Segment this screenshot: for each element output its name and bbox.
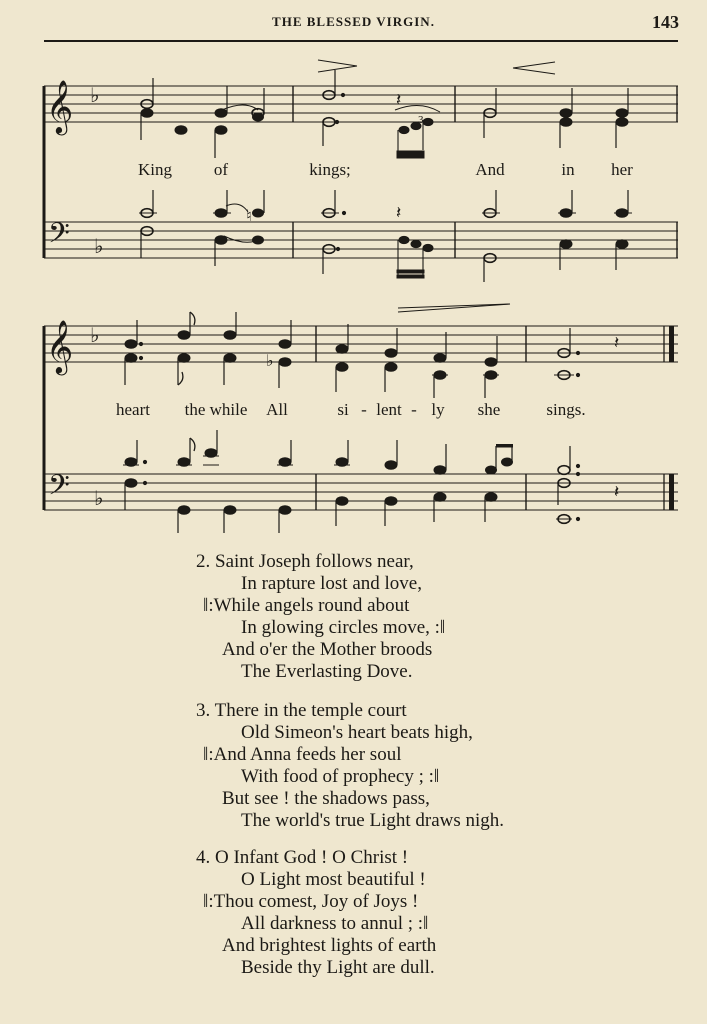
verse-line: And o'er the Mother broods <box>222 639 433 660</box>
verse-line: 3. There in the temple court <box>196 700 407 721</box>
repeat-sign: ‖: <box>203 744 214 765</box>
lyric-syllable: sings. <box>546 400 586 419</box>
bass-clef-icon: 𝄢 <box>48 469 70 509</box>
page-number: 143 <box>652 12 679 32</box>
hairpin-crescendo <box>513 62 555 74</box>
verse-line: In glowing circles move, :‖ <box>241 617 446 638</box>
treble-clef-icon: 𝄞 <box>46 79 74 133</box>
lyric-syllable: All <box>266 400 288 419</box>
verse-number: 4. <box>196 847 211 868</box>
lyric-syllable: si <box>337 400 349 419</box>
hairpin-crescendo-decrescendo <box>398 304 510 312</box>
verse-line: All darkness to annul ; :‖ <box>241 913 429 934</box>
bass-staff-1 <box>44 222 678 258</box>
verse-line: In rapture lost and love, <box>241 573 422 594</box>
bass-clef-icon: 𝄢 <box>48 217 70 257</box>
verse-line: ‖:And Anna feeds her soul <box>203 744 402 765</box>
svg-text:♭: ♭ <box>266 351 274 370</box>
triplet-mark: 3 <box>418 114 424 126</box>
verse-line: And brightest lights of earth <box>222 935 437 956</box>
final-barline <box>664 326 674 510</box>
verse-line: But see ! the shadows pass, <box>222 788 430 809</box>
lyric-hyphen: - <box>361 400 367 419</box>
verse-line: The Everlasting Dove. <box>241 661 413 682</box>
bass-notes-2 <box>123 430 619 533</box>
lyric-syllable: she <box>477 400 501 419</box>
lyric-syllable: kings; <box>309 160 351 179</box>
treble-staff-1 <box>44 86 678 122</box>
lyric-syllable: And <box>475 160 505 179</box>
treble-clef-icon: 𝄞 <box>46 319 74 373</box>
verse-line: Beside thy Light are dull. <box>241 957 435 978</box>
flat-key-signature: ♭ <box>90 83 100 107</box>
verse-line: Old Simeon's heart beats high, <box>241 722 473 743</box>
verse-line: ‖:Thou comest, Joy of Joys ! <box>203 891 419 912</box>
quarter-rest-icon: 𝄽 <box>396 90 402 110</box>
repeat-sign: ‖: <box>203 595 214 616</box>
verse-line: ‖:While angels round about <box>203 595 410 616</box>
hairpin-decrescendo <box>318 60 357 72</box>
lyric-hyphen: - <box>411 400 417 419</box>
lyric-syllable: her <box>611 160 633 179</box>
treble-notes-2 <box>125 312 619 398</box>
quarter-rest-icon: 𝄽 <box>396 203 402 223</box>
verse-line: O Light most beautiful ! <box>241 869 426 890</box>
repeat-sign: ‖: <box>203 891 214 912</box>
verse-line: 4. O Infant God ! O Christ ! <box>196 847 409 868</box>
verse-line: 2. Saint Joseph follows near, <box>196 551 414 572</box>
lyric-syllable: lent <box>376 400 402 419</box>
flat-key-signature: ♭ <box>94 234 104 258</box>
treble-notes-1 <box>141 70 628 158</box>
verse-line: With food of prophecy ; :‖ <box>241 766 440 787</box>
bass-staff-2 <box>44 474 678 510</box>
quarter-rest-icon: 𝄽 <box>614 333 620 353</box>
flat-key-signature: ♭ <box>90 323 100 347</box>
lyric-syllable: of <box>213 160 229 179</box>
bass-notes-1 <box>139 190 632 282</box>
lyric-syllable: the while <box>184 400 248 419</box>
svg-text:♮: ♮ <box>246 206 252 225</box>
flat-key-signature: ♭ <box>94 486 104 510</box>
verse-number: 2. <box>196 551 211 572</box>
lyric-syllable: in <box>561 160 575 179</box>
quarter-rest-icon: 𝄽 <box>614 482 620 502</box>
verse-line: The world's true Light draws nigh. <box>241 810 505 831</box>
lyric-syllable: ly <box>431 400 445 419</box>
lyric-syllable: heart <box>116 400 150 419</box>
lyric-syllable: King <box>138 160 172 179</box>
running-title: THE BLESSED VIRGIN. <box>272 14 435 29</box>
verse-number: 3. <box>196 700 211 721</box>
